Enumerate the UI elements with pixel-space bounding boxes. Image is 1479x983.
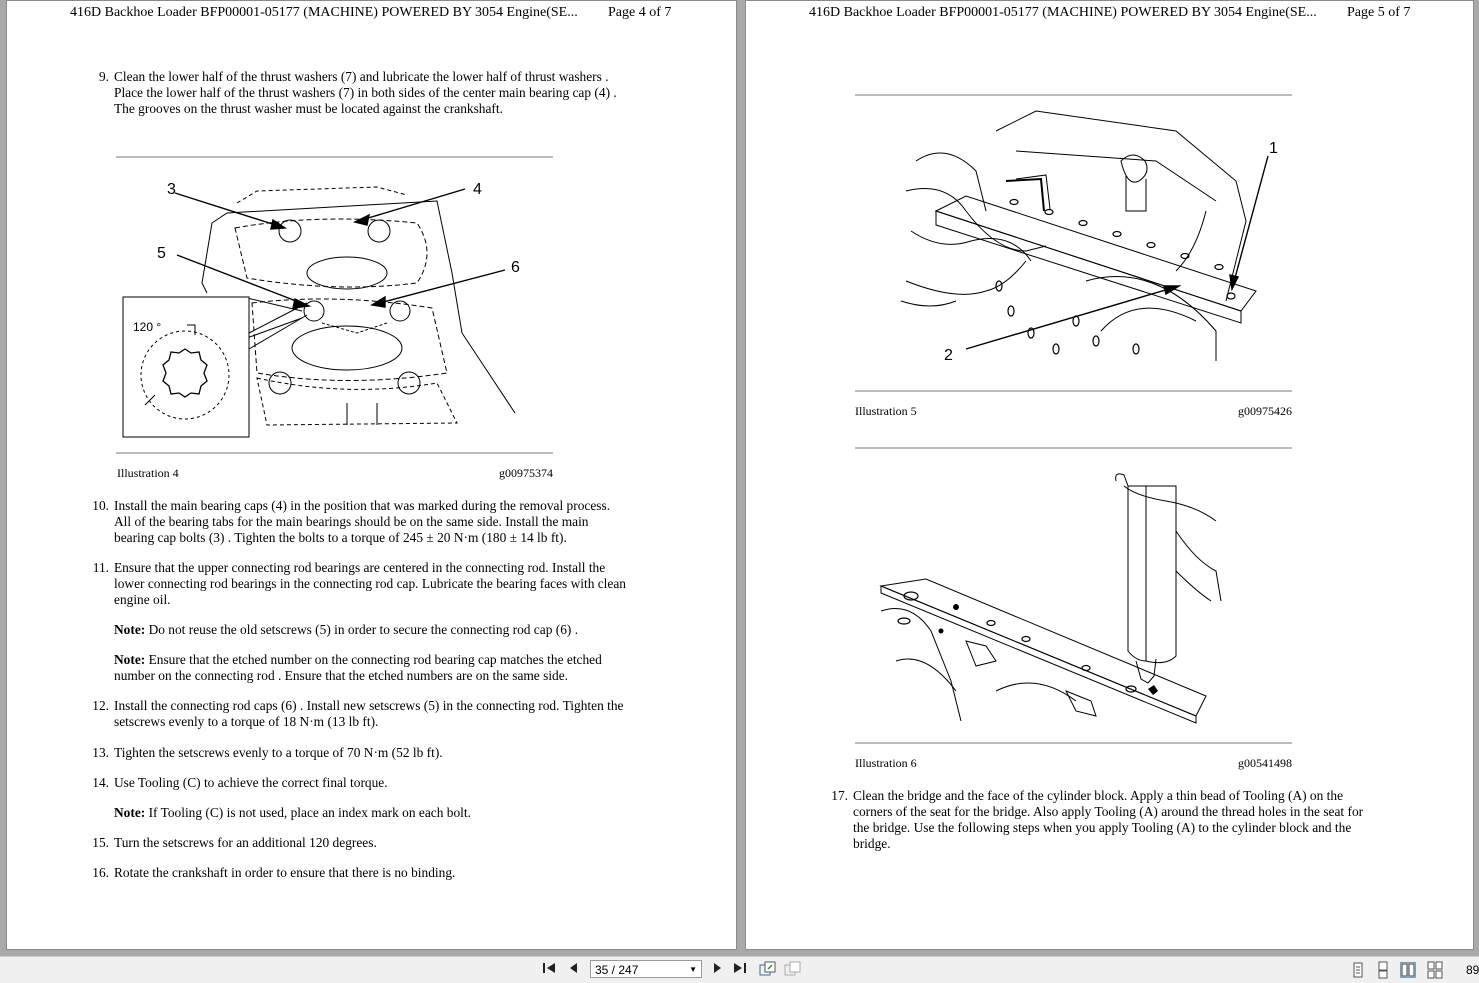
previous-page-icon [567, 961, 581, 975]
page-header-title: 416D Backhoe Loader BFP00001-05177 (MACHINE) POWERED BY 3054 Engine(SE... [70, 5, 578, 20]
callout-5: 5 [157, 245, 166, 262]
last-page-icon [732, 961, 748, 975]
illustration-4-code: g00975374 [499, 466, 553, 480]
illustration-4-figure [117, 173, 557, 441]
page-header-number: Page 5 of 7 [1347, 5, 1411, 20]
illustration-6-code: g00541498 [1238, 756, 1292, 770]
first-page-button[interactable] [540, 961, 558, 979]
illustration-5-code: g00975426 [1238, 404, 1292, 418]
illustration-5-caption: Illustration 5 [855, 404, 917, 418]
single-page-view-icon [1350, 962, 1366, 978]
page-header-number: Page 4 of 7 [608, 5, 672, 20]
callout-6: 6 [511, 259, 520, 276]
two-page-view-button[interactable] [1400, 962, 1416, 978]
document-page-right: 416D Backhoe Loader BFP00001-05177 (MACHINE) POWERED BY 3054 Engine(SE... Page 5 of 7 1 2 Illustration 5 g00975426 Illustration 6 g00541498 17. Clean the bridge and the face of the cylinder block. Apply a thin bead of Tooling (A) on the corners of the seat for the bridge. Also apply Tooling (A) around the thread holes in the seat for the bridge. Use the following steps when you apply Tooling (A) to the cylinder block and the bridge. [745, 0, 1474, 950]
two-page-continuous-view-icon [1427, 962, 1443, 978]
illustration-6-caption: Illustration 6 [855, 756, 917, 770]
figure-5-rule-bottom [855, 390, 1292, 392]
document-page-left: 416D Backhoe Loader BFP00001-05177 (MACHINE) POWERED BY 3054 Engine(SE... Page 4 of 7 9. Clean the lower half of the thrust washers (7) and lubricate the lower half of thrust washers . Place the lower half of the thrust washers (7) in both sides of the center main bearing cap (4) . The grooves on the thrust washer must be located against the crankshaft. 3 4 5 6 120 ° Illustration 4 g00975374 10. Install the main bearing caps (4) in the position that was marked during the removal process. All of the bearing tabs for the main bearings should be on the same side. Install the main bearing cap bolts (3) . Tighten the bolts to a torque of 245 ± 20 N·m (180 ± 14 lb ft). 11. Ensure that the upper connecting rod bearings are centered in the connecting rod. Install the lower connecting rod bearings in the connecting rod cap. Lubricate the bearing faces with clean engine oil. Note: Do not reuse the old setscrews (5) in order to secure the connecting rod cap (6) . Note: Ensure that the etched number on the connecting rod bearing cap matches the etched number on the connecting rod . Ensure that the etched numbers are on the same side. 12. Install the connecting rod caps (6) . Install new setscrews (5) in the connecting rod. Tighten the setscrews evenly to a torque of 18 N·m (13 lb ft). 13. Tighten the setscrews evenly to a torque of 70 N·m (52 lb ft). 14. Use Tooling (C) to achieve the correct final torque. Note: If Tooling (C) is not used, place an index mark on each bolt. 15. Turn the setscrews for an additional 120 degrees. 16. Rotate the crankshaft in order to ensure that there is no binding. [6, 0, 737, 950]
figure-6-rule-top [855, 447, 1292, 449]
callout-1: 1 [1269, 140, 1278, 157]
figure-rule-bottom [116, 452, 553, 454]
fit-page-icon [759, 961, 777, 977]
angle-label: 120 ° [133, 320, 162, 334]
figure-5-rule-top [855, 94, 1292, 96]
zoom-level[interactable]: 89 [1466, 963, 1479, 977]
chevron-down-icon: ▼ [689, 965, 697, 974]
illustration-5-figure [896, 101, 1276, 371]
figure-6-rule-bottom [855, 742, 1292, 744]
next-page-icon [710, 961, 724, 975]
callout-3: 3 [167, 181, 176, 198]
single-page-view-button[interactable] [1350, 962, 1366, 978]
illustration-6-figure [876, 461, 1236, 731]
continuous-view-button[interactable] [1375, 962, 1391, 978]
page-number-select[interactable]: 35 / 247 ▼ [590, 960, 702, 978]
note-3: Note: If Tooling (C) is not used, place an index mark on each bolt. [114, 805, 471, 820]
page-header-title: 416D Backhoe Loader BFP00001-05177 (MACHINE) POWERED BY 3054 Engine(SE... [809, 5, 1317, 20]
illustration-4-caption: Illustration 4 [117, 466, 179, 480]
viewer-toolbar [0, 956, 1479, 983]
callout-4: 4 [473, 181, 482, 198]
figure-rule-top [116, 156, 553, 158]
previous-page-button[interactable] [565, 961, 583, 979]
two-page-view-icon [1401, 963, 1415, 977]
note-1: Note: Do not reuse the old setscrews (5) in order to secure the connecting rod cap (6) . [114, 622, 579, 637]
callout-2: 2 [944, 347, 953, 364]
next-page-button[interactable] [708, 961, 726, 979]
fit-width-button[interactable] [784, 961, 802, 979]
first-page-icon [541, 961, 557, 975]
last-page-button[interactable] [731, 961, 749, 979]
note-2: Note: Ensure that the etched number on the connecting rod bearing cap matches the etched number on the connecting rod . Ensure that the etched numbers are on the same side. [114, 652, 602, 683]
continuous-view-icon [1375, 962, 1391, 978]
fit-width-icon [784, 961, 802, 977]
fit-page-button[interactable] [759, 961, 777, 979]
two-page-continuous-view-button[interactable] [1427, 962, 1443, 978]
